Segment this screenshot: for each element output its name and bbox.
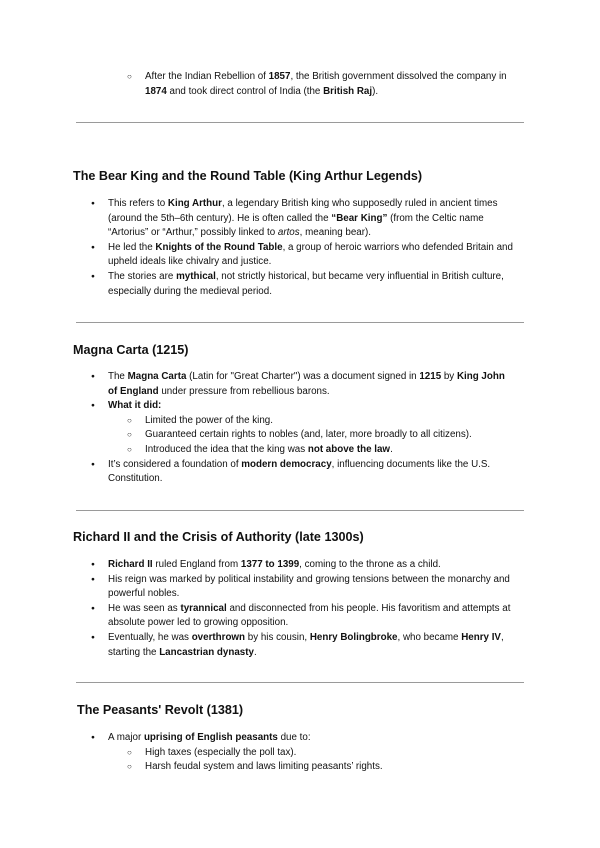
bold-text: modern democracy (241, 458, 332, 470)
list-item (0, 428, 520, 443)
list-item (0, 746, 520, 761)
intro-sub-list (0, 70, 600, 99)
list-item (0, 197, 513, 241)
text-run: and disconnected from his people. His favoritism and attempts at absolute power led to growing opposition. (108, 602, 511, 629)
list-item (0, 270, 513, 299)
bold-text: King John of England (108, 371, 505, 397)
bold-text: Magna Carta (127, 371, 187, 382)
text-run: A major (108, 732, 144, 743)
text-run: He led the (108, 241, 156, 253)
italic-text: artos (277, 227, 300, 239)
text-run: , who became (397, 631, 462, 643)
list-item (0, 631, 513, 660)
text-run: , not strictly historical, but became very influential in British culture, especially during the medieval period. (108, 270, 504, 297)
text-run: and took direct control of India (the (166, 85, 324, 97)
text-run: , meaning bear). (299, 227, 371, 239)
section-king-arthur-body (0, 197, 600, 299)
section-heading-richard-ii: Richard II and the Crisis of Authority (late 1300s) (73, 530, 364, 544)
text-run: , influencing documents like the U.S. Constitution. (108, 458, 491, 485)
list-item (0, 370, 513, 399)
text-run: Introduced the idea that the king was (145, 443, 308, 455)
divider (76, 682, 524, 683)
bold-text: Knights of the Round Table (155, 241, 283, 253)
list-item (0, 241, 513, 270)
bold-text: Richard II (108, 559, 153, 570)
bold-text: “Bear King” (331, 212, 388, 224)
text-run: . (390, 443, 393, 455)
list-item (0, 731, 513, 746)
text-run: (Latin for "Great Charter") was a document signed in (186, 371, 420, 382)
section-heading-peasants-revolt: The Peasants' Revolt (1381) (77, 703, 244, 717)
bold-text: 1215 (419, 371, 442, 382)
divider (76, 122, 524, 123)
text-run: Limited the power of the king. (145, 414, 273, 426)
bullet-list (0, 370, 600, 487)
text-run: Harsh feudal system and laws limiting peasants’ rights. (145, 761, 383, 773)
divider (76, 322, 524, 323)
bullet-list (0, 731, 600, 775)
text-run: . (253, 646, 257, 658)
bullet-list (0, 558, 600, 660)
text-run: He was seen as (108, 602, 181, 614)
text-run: by (441, 371, 457, 382)
text-run: This refers to (108, 198, 168, 209)
section-magna-carta-body (0, 370, 600, 487)
text-run: by his cousin, (245, 631, 310, 643)
text-run: The (108, 371, 128, 382)
bold-text: Henry Bolingbroke (309, 631, 398, 643)
text-run: under pressure from rebellious barons. (158, 385, 330, 397)
section-heading-king-arthur: The Bear King and the Round Table (King Arthur Legends) (73, 169, 423, 183)
section-heading-magna-carta: Magna Carta (1215) (73, 343, 189, 357)
bold-text: mythical (176, 270, 216, 282)
bold-text: Lancastrian dynasty (159, 646, 254, 658)
section-peasants-revolt-body (0, 731, 600, 775)
bold-text: King Arthur (167, 198, 222, 209)
bold-text: not above the law (307, 443, 391, 455)
bullet-list (0, 197, 600, 299)
text-run: Guaranteed certain rights to nobles (and, later, more broadly to all citizens). (145, 429, 472, 441)
text-run: Eventually, he was (108, 631, 192, 643)
list-item (0, 573, 513, 602)
text-run: , the British government dissolved the company in (290, 71, 507, 82)
list-item (0, 760, 520, 775)
text-run: His reign was marked by political instability and growing tensions between the monarchy and powerful nobles. (108, 573, 510, 600)
bold-text: 1874 (145, 85, 167, 97)
text-run: ruled England from (152, 559, 241, 570)
bold-text: tyrannical (180, 602, 227, 614)
text-run: ). (372, 85, 379, 97)
bold-text: 1377 to 1399 (240, 559, 300, 570)
bold-text: uprising of English peasants (143, 732, 278, 743)
bold-text: What it did: (108, 400, 162, 412)
bold-text: 1857 (268, 71, 291, 82)
text-run: After the Indian Rebellion of (145, 71, 269, 82)
text-run: , coming to the throne as a child. (299, 559, 441, 570)
bold-text: overthrown (191, 631, 246, 643)
text-run: The stories are (108, 270, 177, 282)
text-run: (from the Celtic name “Artorius” or “Arthur,” possibly linked to (108, 212, 484, 239)
list-item (0, 70, 520, 99)
intro-block (0, 70, 600, 99)
text-run: , a legendary British king who supposedly ruled in ancient times (around the 5th–6th century). He is often called the (108, 198, 498, 224)
divider (76, 510, 524, 511)
list-item (0, 443, 520, 458)
section-richard-ii-body (0, 558, 600, 660)
list-item (0, 558, 513, 573)
text-run: , starting the (108, 631, 504, 658)
list-item (0, 399, 513, 414)
text-run: High taxes (especially the poll tax). (145, 746, 297, 758)
bold-text: British Raj (323, 85, 373, 97)
list-item (0, 458, 513, 487)
text-run: , a group of heroic warriors who defended Britain and upheld ideals like chivalry and justice. (108, 241, 513, 268)
list-item (0, 414, 520, 429)
text-run: It’s considered a foundation of (108, 458, 242, 470)
bold-text: Henry IV (461, 631, 501, 643)
list-item (0, 602, 513, 631)
text-run: due to: (277, 732, 311, 743)
